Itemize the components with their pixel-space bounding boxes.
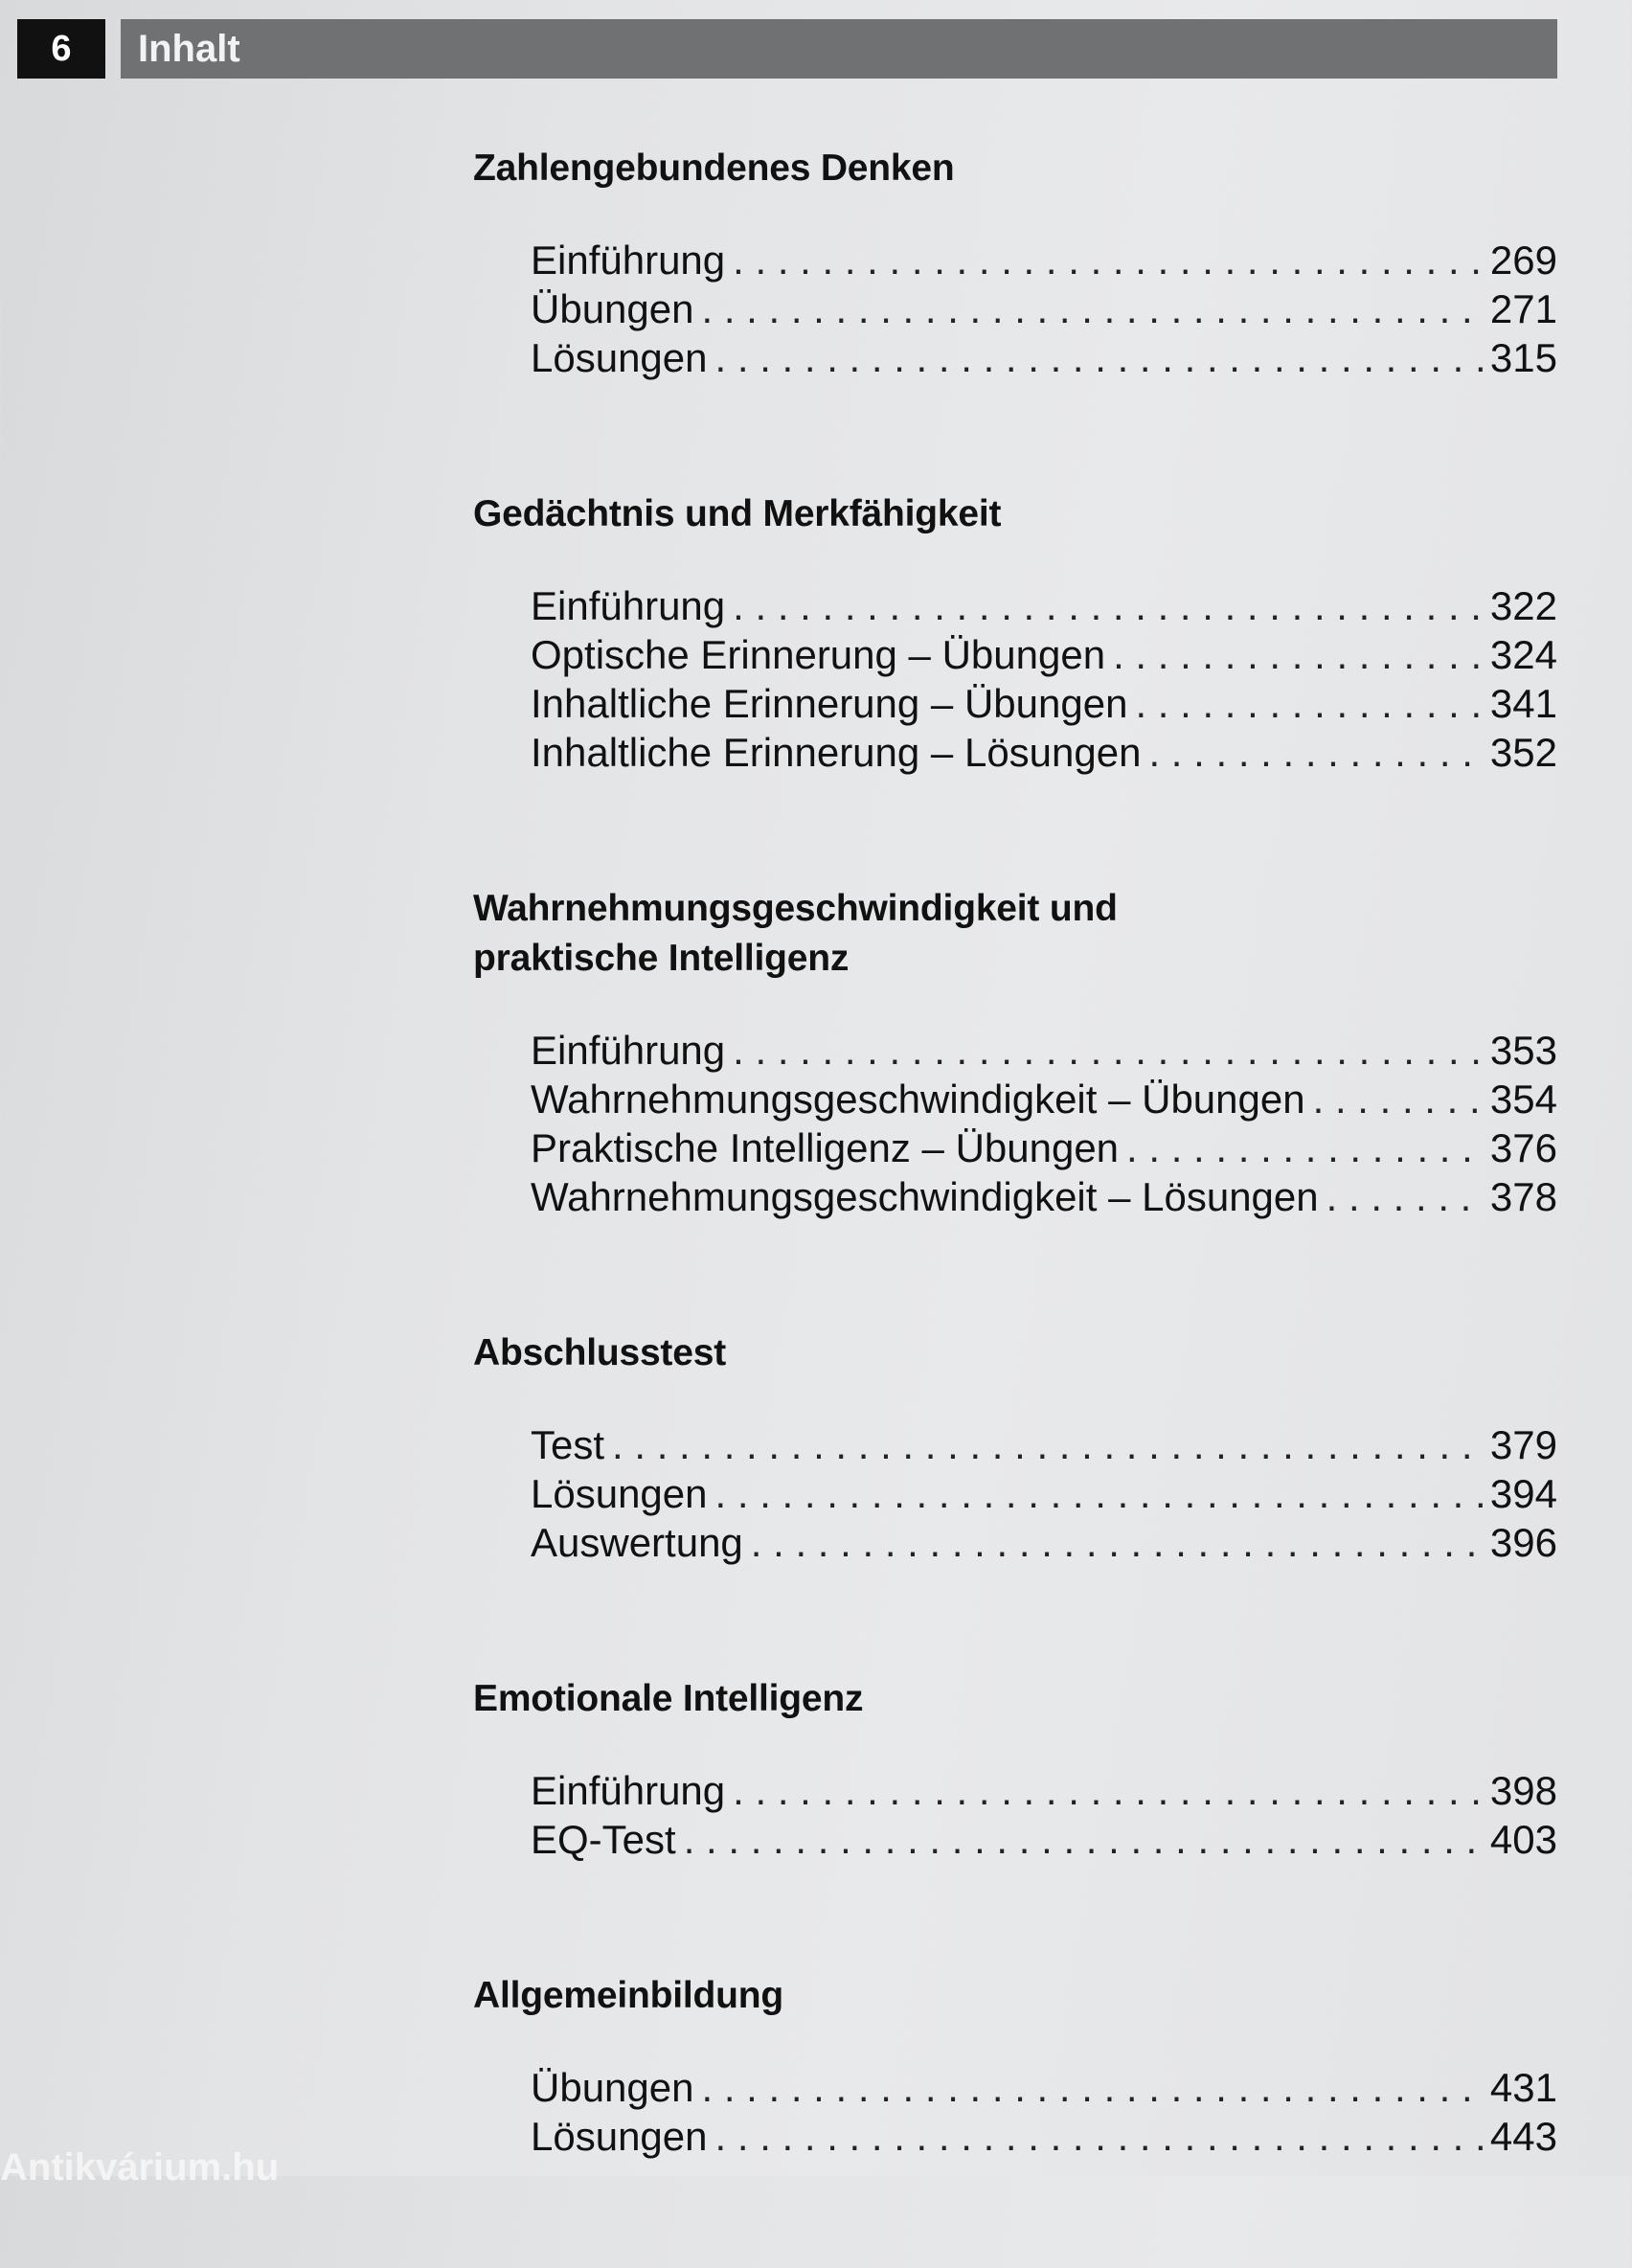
entry-page: 341	[1489, 681, 1557, 726]
toc-section	[473, 1971, 1557, 2161]
header-title: Inhalt	[121, 19, 1557, 79]
dot-leader	[751, 1518, 1483, 1567]
entry-page: 378	[1489, 1174, 1557, 1219]
entry-label: Übungen	[531, 286, 694, 331]
entry-page: 322	[1489, 583, 1557, 628]
entry-label: Lösungen	[531, 1471, 708, 1516]
dot-leader	[715, 1469, 1483, 1518]
dot-leader	[1113, 630, 1483, 679]
dot-leader	[1135, 679, 1482, 728]
entry-page: 396	[1489, 1520, 1557, 1565]
toc-section	[473, 489, 1557, 777]
dot-leader	[684, 1815, 1483, 1864]
watermark: Antikvárium.hu	[0, 2146, 280, 2189]
toc-section	[473, 884, 1557, 1221]
entry-label: Einführung	[531, 583, 726, 628]
toc-entry[interactable]	[531, 1518, 1557, 1567]
entry-label: Einführung	[531, 1768, 726, 1813]
entry-page: 354	[1489, 1077, 1557, 1122]
toc-entry[interactable]	[531, 1026, 1557, 1075]
entry-label: Lösungen	[531, 335, 708, 380]
section-title: Gedächtnis und Merkfähigkeit	[473, 493, 1002, 534]
toc-entry[interactable]	[531, 236, 1557, 284]
toc-entry[interactable]	[531, 581, 1557, 630]
toc-entry[interactable]	[531, 333, 1557, 382]
dot-leader	[715, 333, 1483, 382]
entry-label: Lösungen	[531, 2114, 708, 2159]
entry-label: EQ-Test	[531, 1817, 676, 1862]
dot-leader	[701, 2063, 1482, 2112]
entry-label: Einführung	[531, 238, 726, 283]
dot-leader	[1326, 1172, 1483, 1221]
entry-label: Einführung	[531, 1028, 726, 1073]
dot-leader	[733, 581, 1483, 630]
table-of-contents	[473, 144, 1557, 2268]
entry-page: 403	[1489, 1817, 1557, 1862]
toc-entry[interactable]	[531, 1420, 1557, 1469]
dot-leader	[612, 1420, 1483, 1469]
dot-leader	[733, 1026, 1483, 1075]
entry-page: 269	[1489, 238, 1557, 283]
toc-entry[interactable]	[531, 630, 1557, 679]
section-title: Allgemeinbildung	[473, 1975, 783, 2016]
entry-page: 431	[1489, 2065, 1557, 2110]
toc-entry[interactable]	[531, 1075, 1557, 1123]
entry-label: Auswertung	[531, 1520, 743, 1565]
section-title: Wahrnehmungsgeschwindigkeit und praktische Intelligenz	[473, 888, 1118, 979]
page-header	[17, 19, 1557, 79]
dot-leader	[1313, 1075, 1483, 1123]
section-title: Abschlusstest	[473, 1332, 726, 1373]
entry-page: 324	[1489, 632, 1557, 677]
dot-leader	[715, 2112, 1483, 2161]
toc-entry[interactable]	[531, 1123, 1557, 1172]
toc-entry[interactable]	[531, 1766, 1557, 1815]
toc-section	[473, 1328, 1557, 1567]
dot-leader	[733, 1766, 1483, 1815]
dot-leader	[1126, 1123, 1483, 1172]
toc-entry[interactable]	[531, 1815, 1557, 1864]
toc-entry[interactable]	[531, 1469, 1557, 1518]
entry-label: Übungen	[531, 2065, 694, 2110]
entry-label: Optische Erinnerung – Übungen	[531, 632, 1106, 677]
entry-page: 376	[1489, 1125, 1557, 1170]
entry-label: Wahrnehmungsgeschwindigkeit – Lösungen	[531, 1174, 1319, 1219]
toc-entry[interactable]	[531, 679, 1557, 728]
dot-leader	[701, 284, 1482, 333]
toc-entry[interactable]	[531, 2112, 1557, 2161]
entry-label: Inhaltliche Erinnerung – Lösungen	[531, 730, 1142, 775]
section-title: Emotionale Intelligenz	[473, 1678, 864, 1719]
entry-page: 443	[1489, 2114, 1557, 2159]
entry-page: 315	[1489, 335, 1557, 380]
entry-page: 398	[1489, 1768, 1557, 1813]
entry-page: 394	[1489, 1471, 1557, 1516]
toc-entry[interactable]	[531, 284, 1557, 333]
toc-entry[interactable]	[531, 728, 1557, 777]
toc-section	[473, 144, 1557, 382]
toc-entry[interactable]	[531, 1172, 1557, 1221]
entry-label: Wahrnehmungsgeschwindigkeit – Übungen	[531, 1077, 1305, 1122]
toc-section	[473, 1674, 1557, 1864]
entry-label: Test	[531, 1422, 605, 1467]
toc-entry[interactable]	[531, 2063, 1557, 2112]
dot-leader	[1148, 728, 1482, 777]
entry-page: 353	[1489, 1028, 1557, 1073]
section-title: Zahlengebundenes Denken	[473, 147, 955, 189]
entry-label: Praktische Intelligenz – Übungen	[531, 1125, 1120, 1170]
entry-page: 379	[1489, 1422, 1557, 1467]
entry-page: 271	[1489, 286, 1557, 331]
dot-leader	[733, 236, 1483, 284]
entry-label: Inhaltliche Erinnerung – Übungen	[531, 681, 1128, 726]
entry-page: 352	[1489, 730, 1557, 775]
page-number: 6	[17, 19, 105, 79]
